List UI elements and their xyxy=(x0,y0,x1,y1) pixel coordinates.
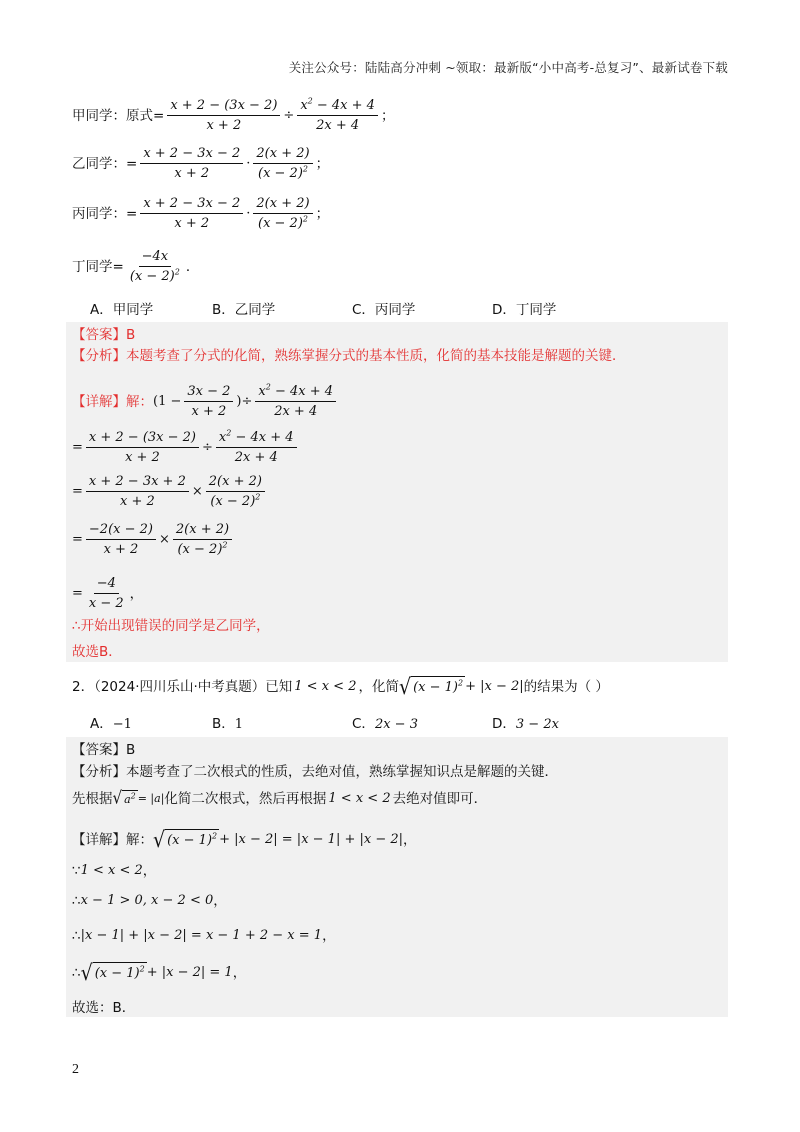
q2-radical: √ $(x - 1)^2$ xyxy=(398,674,464,700)
page-header: 关注公众号：陆陆高分冲刺 ~领取：最新版“小中高考-总复习”、最新试卷下载 xyxy=(288,60,728,75)
bing-fraction-2: $\frac{2(x + 2)}{(x - 2)^2}$ xyxy=(253,196,312,231)
q2-answer: 【答案】 B xyxy=(72,742,136,758)
therefore-radical: √ $(x - 1)^2$ xyxy=(80,960,145,986)
q1-final: 故选B． xyxy=(72,644,122,660)
q2-because: ∵ 1 < x < 2 ， xyxy=(72,863,157,879)
yi-fraction-2: $\frac{2(x + 2)}{(x - 2)^2}$ xyxy=(253,146,312,181)
q2-final: 故选：B． xyxy=(72,1000,136,1016)
detail-fraction-2: $\frac{x^2 - 4x + 4}{2x + 4}$ xyxy=(255,384,336,419)
student-bing-line: 丙同学：= $\frac{x + 2 - 3x - 2}{x + 2}$ · $\frac{2(x + 2)}{(x - 2)^2}$ ； xyxy=(72,196,330,231)
student-ding-line: 丁同学= $\frac{-4x}{(x - 2)^2}$ ． xyxy=(72,249,200,284)
q1-step-2: = $\frac{x + 2 - 3x + 2}{x + 2}$ × $\frac{2(x + 2)}{(x - 2)^2}$ xyxy=(72,474,268,509)
q2-option-d: D．3 − 2x xyxy=(492,716,559,732)
q2-therefore-1: ∴ x − 1 > 0, x − 2 < 0 ， xyxy=(72,893,227,909)
q1-option-a: A．甲同学 xyxy=(90,302,154,318)
q2-detail-start: 【详解】 解： √ $(x - 1)^2$ + |x − 2| = |x − 1| + |x − 2| ， xyxy=(72,827,417,853)
ding-label: 丁同学= xyxy=(72,258,124,275)
q2-stem: 2．（2024·四川乐山·中考真题）已知 1 < x < 2 ，化简 √ $(x - 1)^2$ + |x − 2| 的结果为（ ） xyxy=(72,674,609,700)
detail-radical: √ $(x - 1)^2$ xyxy=(153,827,218,853)
student-jia-line: 甲同学：原式= $\frac{x + 2 - (3x - 2)}{x + 2}$ ÷ $\frac{x^2 - 4x + 4}{2x + 4}$ ； xyxy=(72,96,395,133)
student-yi-line: 乙同学：= $\frac{x + 2 - 3x - 2}{x + 2}$ · $\frac{2(x + 2)}{(x - 2)^2}$ ； xyxy=(72,146,330,181)
q1-option-b: B．乙同学 xyxy=(212,302,276,318)
q1-detail-start: 【详解】 解： (1 − $\frac{3x - 2}{x + 2}$ ) ÷ $\frac{x^2 - 4x + 4}{2x + 4}$ xyxy=(72,384,339,419)
ding-fraction: $\frac{-4x}{(x - 2)^2}$ xyxy=(129,249,180,284)
bing-fraction-1: $\frac{x + 2 - 3x - 2}{x + 2}$ xyxy=(140,196,243,231)
q1-analysis: 【分析】 本题考查了分式的化简，熟练掌握分式的基本性质，化简的基本技能是解题的关键． xyxy=(72,348,626,364)
q1-conclusion: ∴开始出现错误的同学是乙同学， xyxy=(72,618,270,634)
yi-fraction-1: $\frac{x + 2 - 3x - 2}{x + 2}$ xyxy=(140,146,243,181)
q2-option-b: B．1 xyxy=(212,716,244,732)
jia-fraction-2: $\frac{x^2 - 4x + 4}{2x + 4}$ xyxy=(297,98,378,133)
q2-option-c: C．2x − 3 xyxy=(352,716,418,732)
q1-option-d: D．丁同学 xyxy=(492,302,557,318)
detail-fraction-1: $\frac{3x - 2}{x + 2}$ xyxy=(184,384,233,419)
q1-step-1: = $\frac{x + 2 - (3x - 2)}{x + 2}$ ÷ $\frac{x^2 - 4x + 4}{2x + 4}$ xyxy=(72,430,300,465)
q2-therefore-2: ∴ |x − 1| + |x − 2| = x − 1 + 2 − x = 1 ， xyxy=(72,928,336,944)
method-radical: √ $a^2$ xyxy=(112,787,136,809)
q1-step-4: = $\frac{-4}{x - 2}$ ， xyxy=(72,576,144,611)
q1-option-c: C．丙同学 xyxy=(352,302,416,318)
q1-answer: 【答案】 B xyxy=(72,327,136,343)
jia-fraction-1: $\frac{x + 2 - (3x - 2)}{x + 2}$ xyxy=(167,98,280,133)
jia-label: 甲同学：原式= xyxy=(72,107,165,124)
yi-label: 乙同学：= xyxy=(72,155,138,172)
page-number: 2 xyxy=(72,1062,79,1077)
q2-analysis: 【分析】 本题考查了二次根式的性质，去绝对值，熟练掌握知识点是解题的关键． xyxy=(72,764,558,780)
bing-label: 丙同学：= xyxy=(72,205,138,222)
q2-option-a: A．−1 xyxy=(90,716,132,732)
q2-therefore-3: ∴ √ $(x - 1)^2$ + |x − 2| = 1 ， xyxy=(72,960,247,986)
q1-step-3: = $\frac{-2(x - 2)}{x + 2}$ × $\frac{2(x + 2)}{(x - 2)^2}$ xyxy=(72,522,235,557)
q2-method: 先根据 √ $a^2$ = |a| 化简二次根式，然后再根据 1 < x < 2 去绝对值即可． xyxy=(72,787,488,809)
